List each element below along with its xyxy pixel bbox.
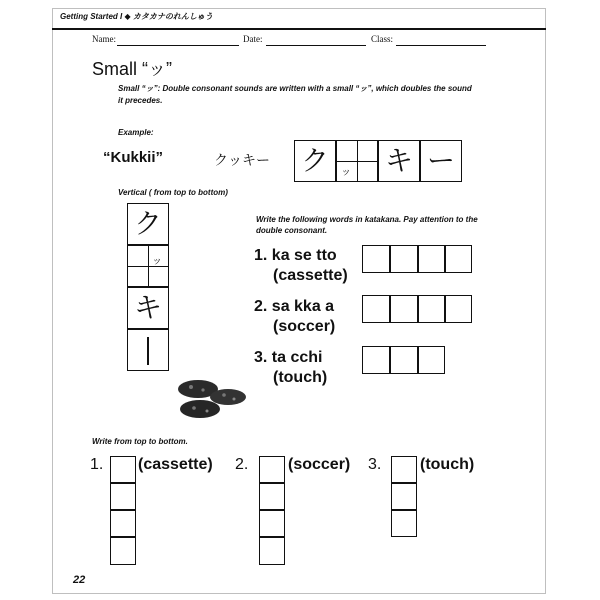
bottom-item-number: 2.	[235, 456, 249, 473]
exercise-instruction: Write the following words in katakana. Pay attention to the double consonant.	[256, 215, 478, 235]
class-label: Class:	[371, 34, 394, 44]
date-label: Date:	[243, 34, 263, 44]
example-romaji: “Kukkii”	[103, 149, 164, 166]
vertical-box-char: ッ	[152, 256, 162, 267]
page-number: 22	[73, 574, 86, 586]
example-box-3	[378, 140, 420, 182]
vertical-box-2	[127, 245, 169, 287]
answer-box[interactable]	[362, 346, 390, 374]
box-midline	[357, 141, 358, 181]
answer-box[interactable]	[362, 295, 390, 323]
vertical-answer-box[interactable]	[259, 483, 285, 510]
vertical-box-1	[127, 203, 169, 245]
answer-box[interactable]	[418, 346, 445, 374]
exercise-item-romaji: 1. ka se tto	[254, 247, 337, 264]
example-kana: クッキー	[214, 153, 270, 169]
exercise-item-english: (cassette)	[273, 267, 348, 284]
bottom-item-number: 3.	[368, 456, 382, 473]
exercise-item-romaji: 3. ta cchi	[254, 349, 323, 366]
class-field[interactable]	[396, 44, 486, 46]
bottom-instruction: Write from top to bottom.	[92, 437, 188, 446]
vertical-answer-box[interactable]	[391, 483, 417, 510]
bottom-item-word: (soccer)	[288, 456, 351, 473]
box-midline	[148, 246, 149, 286]
exercise-item-english: (soccer)	[273, 318, 336, 335]
bottom-item-number: 1.	[90, 456, 104, 473]
vertical-choonpu	[147, 337, 153, 365]
example-box-1	[294, 140, 336, 182]
vertical-answer-box[interactable]	[110, 537, 136, 565]
answer-box[interactable]	[418, 295, 445, 323]
date-field[interactable]	[266, 44, 366, 46]
example-box-char: ク	[300, 144, 329, 177]
example-box-2	[336, 140, 378, 182]
name-label: Name:	[92, 34, 116, 44]
header-title: Getting Started I ◆ カタカナのれんしゅう	[60, 12, 213, 21]
vertical-answer-box[interactable]	[259, 537, 285, 565]
example-box-char: ー	[426, 144, 455, 177]
vertical-answer-box[interactable]	[110, 510, 136, 537]
answer-box[interactable]	[445, 295, 472, 323]
name-field[interactable]	[117, 44, 239, 46]
vertical-box-char: キ	[133, 291, 162, 324]
answer-box[interactable]	[390, 245, 418, 273]
answer-box[interactable]	[390, 346, 418, 374]
example-label: Example:	[118, 128, 154, 137]
bottom-item-word: (cassette)	[138, 456, 213, 473]
exercise-item-romaji: 2. sa kka a	[254, 298, 335, 315]
vertical-answer-box[interactable]	[259, 510, 285, 537]
example-box-4	[420, 140, 462, 182]
exercise-item-english: (touch)	[273, 369, 328, 386]
cookie-icon	[180, 400, 220, 418]
vertical-answer-box[interactable]	[110, 483, 136, 510]
bottom-item-word: (touch)	[420, 456, 475, 473]
exercise-item-1	[254, 246, 348, 286]
vertical-answer-box[interactable]	[391, 456, 417, 483]
vertical-answer-box[interactable]	[391, 510, 417, 537]
answer-box[interactable]	[418, 245, 445, 273]
example-box-char: ッ	[341, 167, 351, 178]
vertical-answer-box[interactable]	[110, 456, 136, 483]
exercise-item-3	[254, 348, 327, 388]
answer-box[interactable]	[362, 245, 390, 273]
intro-text: Small “ッ”: Double consonant sounds are written with a small “ッ”, which doubles the sound it precedes.	[118, 84, 472, 105]
exercise-item-2	[254, 297, 335, 337]
vertical-box-4	[127, 329, 169, 371]
answer-box[interactable]	[445, 245, 472, 273]
vertical-answer-box[interactable]	[259, 456, 285, 483]
vertical-label: Vertical ( from top to bottom)	[118, 188, 228, 197]
cookie-icon	[210, 389, 246, 405]
cookies-illustration	[176, 375, 250, 423]
vertical-box-char: ク	[133, 207, 162, 240]
vertical-box-3	[127, 287, 169, 329]
answer-box[interactable]	[390, 295, 418, 323]
example-box-char: キ	[384, 144, 413, 177]
page-title: Small “ッ”	[92, 59, 172, 79]
